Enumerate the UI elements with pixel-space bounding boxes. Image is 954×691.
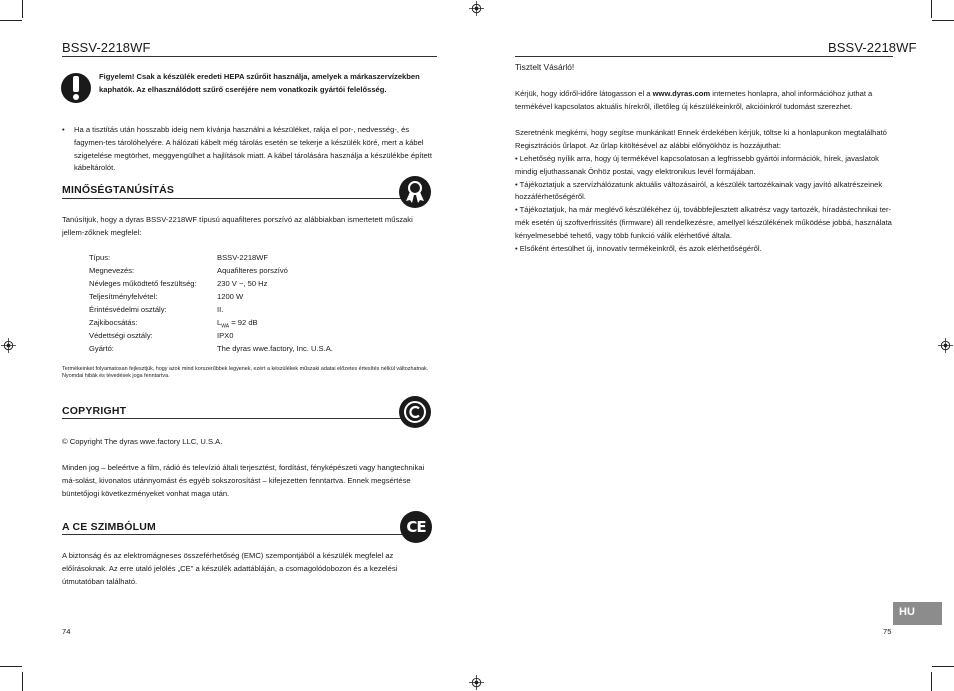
spec-label: Védettségi osztály:: [89, 331, 153, 340]
spec-value: Aquafilteres porszívó: [217, 266, 288, 275]
crop-mark: [22, 672, 23, 691]
page-number-left: 74: [62, 627, 71, 636]
spec-value-subscript: WA: [221, 323, 230, 330]
page-number-right: 75: [883, 627, 892, 636]
registration-paragraph: Szeretnénk megkérni, hogy segítse munkánkat! Ennek érdekében kérjük, töltse ki a honlapunkon megtalálható Regisztrációs űrlapot. Az űrlap kitöltésével az alábbi előnyökhöz is hozzájuthat:: [515, 128, 887, 150]
warning-exclamation-icon: [61, 70, 91, 106]
spec-value: [217, 318, 258, 330]
spec-row: [89, 331, 389, 344]
spec-label: Gyártó:: [89, 344, 114, 353]
spec-value: The dyras wwe.factory, Inc. U.S.A.: [217, 344, 333, 353]
spec-label: Névleges működtető feszültség:: [89, 279, 197, 288]
ce-title: A CE SZIMBÓLUM: [62, 521, 156, 533]
spec-row: [89, 305, 389, 318]
registration-mark-icon: [1, 338, 16, 353]
ce-mark-icon: [400, 511, 432, 543]
benefit-bullets: [515, 153, 893, 255]
model-header: BSSV-2218WF: [62, 40, 151, 55]
quality-rule: [62, 198, 407, 199]
bullet-dot: •: [62, 125, 65, 134]
quality-award-icon: [398, 175, 432, 209]
copyright-rule: [62, 418, 402, 419]
spec-value-number: = 92 dB: [229, 318, 258, 327]
registration-mark-icon: [469, 1, 484, 16]
spec-row: [89, 292, 389, 305]
spec-label: Zajkibocsátás:: [89, 318, 138, 327]
spec-label: Teljesítményfelvétel:: [89, 292, 158, 301]
ce-rule: [62, 534, 402, 535]
spec-row: [89, 266, 389, 279]
header-rule: [515, 56, 893, 57]
ce-icon-text: CE: [406, 518, 426, 536]
spec-row: [89, 318, 389, 331]
copyright-text: Minden jog – beleértve a film, rádió és televízió általi terjesztést, fordítást, fényképészeti vagy hangtechnikai má-solást, kivonatos utánnyomást és egyéb sokszorosítást – kifejezetten fenntartva. Ennek megsértése büntetőjogi következményeket vonhat maga után.: [62, 463, 425, 498]
crop-mark: [0, 20, 22, 21]
spec-label: Érintésvédelmi osztály:: [89, 305, 167, 314]
copyright-line: © Copyright The dyras wwe.factory LLC, U.S.A.: [62, 437, 223, 446]
crop-mark: [931, 0, 932, 18]
benefit-item: • Elsőként értesülhet új, innovatív termékeinkről, és azok elérhetőségéről.: [515, 243, 762, 253]
spec-label: Típus:: [89, 253, 111, 262]
spec-row: [89, 253, 389, 266]
warning-text: Figyelem! Csak a készülék eredeti HEPA szűrőit használja, amelyek a márkaszervízekben kaphatók. Az elhasználódott szűrő cseréjére nem vonatkozik gyártói felelősség.: [99, 72, 420, 94]
header-rule: [62, 56, 437, 57]
copyright-icon: [398, 395, 432, 429]
model-header: BSSV-2218WF: [828, 40, 917, 55]
benefit-item: • Tájékoztatjuk a szervízhálózatunk aktuális változásairól, a készülék tartozékainak vagy javító alkatrészeinek hozzáférhetőségéről.: [515, 179, 883, 202]
registration-mark-icon: [938, 338, 953, 353]
intro-text-before: Kérjük, hogy időről-időre látogasson el a: [515, 89, 653, 98]
registration-mark-icon: [469, 675, 484, 690]
spec-value: BSSV-2218WF: [217, 253, 269, 262]
spec-label: Megnevezés:: [89, 266, 135, 275]
crop-mark: [932, 20, 954, 21]
spec-value-symbol: L: [217, 318, 222, 327]
quality-title: MINŐSÉGTANÚSÍTÁS: [62, 184, 175, 196]
intro-paragraph: [515, 88, 893, 114]
website-link[interactable]: www.dyras.com: [652, 89, 711, 98]
crop-mark: [0, 666, 22, 667]
spec-value: IPX0: [217, 331, 234, 340]
crop-mark: [22, 0, 23, 18]
quality-intro: Tanúsítjuk, hogy a dyras BSSV-2218WF típusú aquafilteres porszívó az alábbiakban ismertetett műszaki jellem-zőknek megfelel:: [62, 215, 413, 237]
spec-value: 1200 W: [217, 292, 244, 301]
crop-mark: [932, 666, 954, 667]
language-tab-label: HU: [899, 606, 915, 618]
intro-text-after: internetes honlapra, ahol információhoz juthat a termékével kapcsolatos aktuális hírekről, illetőleg új készülékeinkről, akcióinkról tudomást szerezhet.: [515, 89, 873, 111]
spec-value: 230 V ~, 50 Hz: [217, 279, 268, 288]
spec-row: [89, 279, 389, 292]
ce-text: A biztonság és az elektromágneses összeférhetőség (EMC) szempontjából a készülék megfelel az előírásoknak. Az erre utaló jelölés „CE" a készülék adattábláján, a csomagolódobozon és a kezelési útmutatóban található.: [62, 551, 398, 586]
copyright-title: COPYRIGHT: [62, 405, 127, 417]
greeting: Tisztelt Vásárló!: [515, 62, 575, 72]
language-tab: [893, 602, 942, 625]
spec-row: [89, 344, 389, 357]
benefit-item: • Tájékoztatjuk, ha már meglévő készülékéhez új, továbbfejlesztett alkatrész vagy tartozék, híradástechnikai ter-mék esetén új szoftverfrissítés (firmware) áll rendelkezésre, amellyel készülékének működése jobbá, használata kényelmesebbé tehető, vagy több funkció válik elérhetővé általa.: [515, 205, 892, 240]
benefit-item: • Lehetőség nyílik arra, hogy új termékével kapcsolatosan a legfrissebb gyártói információk, hírek, javaslatok mindig eljuthassanak Önhöz postai, vagy elektronikus levél formájában.: [515, 154, 879, 176]
storage-bullet-text: Ha a tisztítás után hosszabb ideig nem kívánja használni a készüléket, rakja el por-, nedvesség-, és fagymen-tes tárolóhelyére. A hálózati kábelt még tárolás esetén se tekerje a készülék köré, mert a kábel szigetelése megtörhet, meggyengülhet a hajlítások miatt. A kábel tárolására használja a készülékbe épített kábeltárolót.: [74, 125, 432, 173]
spec-value: II.: [217, 305, 224, 314]
crop-mark: [931, 672, 932, 691]
spec-disclaimer: Termékeinket folyamatosan fejlesztjük, hogy azok mind korszerűbbek legyenek, ezért a készülékek műszaki adatai előzetes értesítés nélkül változhatnak. Nyomdai hibák és tévedések joga fenntartva.: [62, 366, 429, 379]
